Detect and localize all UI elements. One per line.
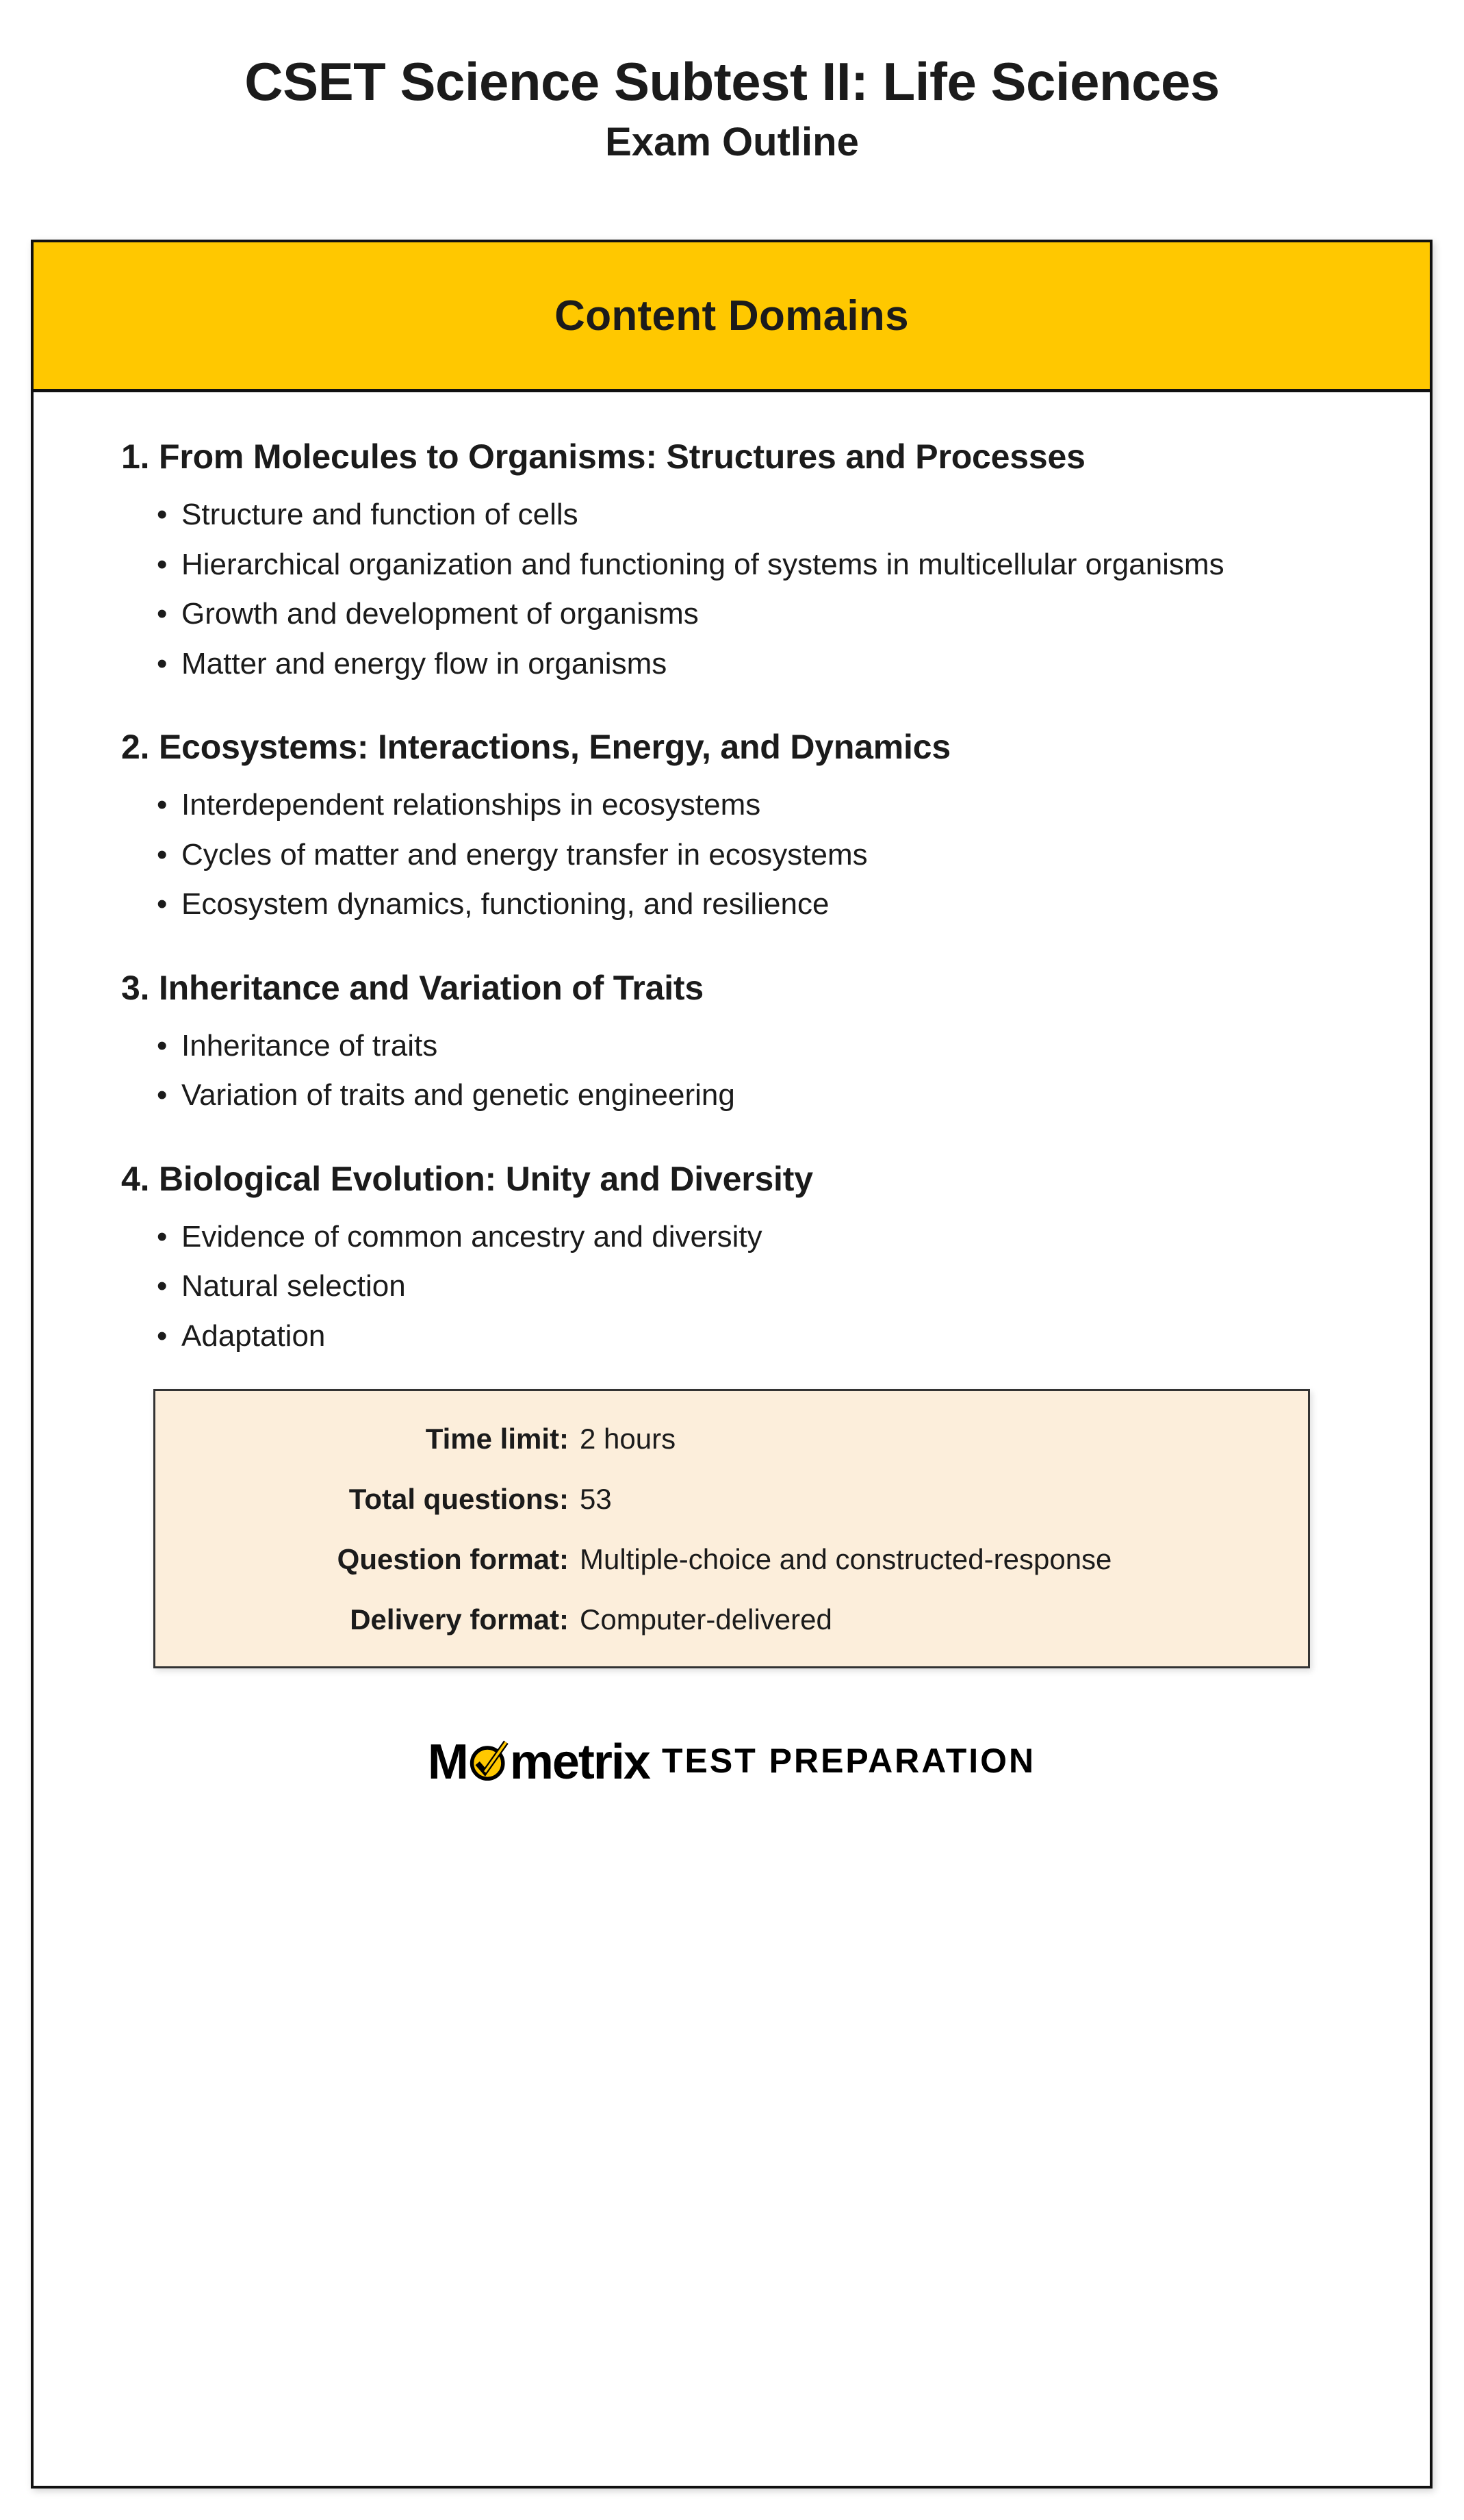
list-item bbox=[157, 1267, 1361, 1307]
exam-info-value: Multiple-choice and constructed-response bbox=[580, 1543, 1112, 1576]
logo-word-end: metrix bbox=[509, 1735, 650, 1790]
exam-info-row bbox=[155, 1483, 1308, 1516]
exam-info-value: 2 hours bbox=[580, 1423, 676, 1455]
brand-logo bbox=[34, 1734, 1430, 1790]
card-header bbox=[34, 242, 1430, 392]
list-item bbox=[157, 594, 1361, 635]
bullet-icon: • bbox=[157, 1078, 168, 1112]
content-domains-card bbox=[31, 240, 1433, 2489]
domain-section-3 bbox=[102, 967, 1361, 1116]
bullet-icon: • bbox=[157, 646, 168, 680]
domain-bullet-list bbox=[102, 1217, 1361, 1357]
domain-heading: 2. Ecosystems: Interactions, Energy, and Dynamics bbox=[121, 728, 951, 767]
list-item-label: Growth and development of organisms bbox=[181, 597, 699, 631]
logo-tagline: TEST PREPARATION bbox=[661, 1742, 1036, 1781]
page-title-block bbox=[0, 53, 1464, 164]
domain-section-2 bbox=[102, 726, 1361, 925]
exam-info-label: Delivery format: bbox=[350, 1603, 569, 1636]
bullet-icon: • bbox=[157, 597, 168, 631]
bullet-icon: • bbox=[157, 1319, 168, 1353]
page-subtitle: Exam Outline bbox=[605, 119, 859, 164]
domain-heading: 1. From Molecules to Organisms: Structures and Processes bbox=[121, 437, 1086, 476]
domain-bullet-list bbox=[102, 785, 1361, 925]
list-item-label: Variation of traits and genetic engineering bbox=[181, 1078, 735, 1112]
bullet-icon: • bbox=[157, 1219, 168, 1253]
list-item-label: Cycles of matter and energy transfer in ecosystems bbox=[181, 837, 868, 871]
list-item-label: Natural selection bbox=[181, 1269, 406, 1303]
list-item bbox=[157, 644, 1361, 685]
mometrix-wordmark bbox=[428, 1734, 650, 1790]
domain-bullet-list bbox=[102, 1026, 1361, 1116]
list-item bbox=[157, 785, 1361, 826]
page-title: CSET Science Subtest II: Life Sciences bbox=[244, 51, 1220, 112]
exam-info-label: Question format: bbox=[337, 1543, 569, 1576]
list-item bbox=[157, 884, 1361, 925]
card-header-title: Content Domains bbox=[554, 292, 909, 340]
list-item bbox=[157, 1316, 1361, 1357]
list-item-label: Interdependent relationships in ecosystems bbox=[181, 788, 761, 822]
list-item bbox=[157, 835, 1361, 876]
list-item-label: Structure and function of cells bbox=[181, 498, 578, 531]
exam-info-value: Computer-delivered bbox=[580, 1603, 832, 1636]
bullet-icon: • bbox=[157, 1028, 168, 1062]
bullet-icon: • bbox=[157, 887, 168, 921]
logo-word-start: M bbox=[427, 1735, 467, 1790]
domain-heading: 4. Biological Evolution: Unity and Diversity bbox=[121, 1159, 813, 1198]
list-item-label: Adaptation bbox=[181, 1319, 326, 1353]
list-item-label: Inheritance of traits bbox=[181, 1028, 438, 1062]
list-item bbox=[157, 1076, 1361, 1116]
bullet-icon: • bbox=[157, 837, 168, 871]
bullet-icon: • bbox=[157, 498, 168, 531]
exam-info-row bbox=[155, 1603, 1308, 1636]
domain-bullet-list bbox=[102, 495, 1361, 684]
circle-check-icon bbox=[469, 1741, 509, 1781]
domain-section-1 bbox=[102, 436, 1361, 684]
list-item bbox=[157, 1217, 1361, 1258]
exam-info-label: Time limit: bbox=[425, 1423, 569, 1455]
list-item bbox=[157, 495, 1361, 535]
domain-heading: 3. Inheritance and Variation of Traits bbox=[121, 968, 704, 1007]
list-item-label: Evidence of common ancestry and diversity bbox=[181, 1219, 762, 1253]
exam-info-label: Total questions: bbox=[348, 1483, 569, 1516]
bullet-icon: • bbox=[157, 547, 168, 581]
exam-info-value: 53 bbox=[580, 1483, 612, 1516]
bullet-icon: • bbox=[157, 1269, 168, 1303]
exam-info-row bbox=[155, 1543, 1308, 1576]
exam-info-box bbox=[153, 1389, 1310, 1668]
list-item bbox=[157, 1026, 1361, 1067]
domain-section-4 bbox=[102, 1158, 1361, 1357]
list-item-label: Matter and energy flow in organisms bbox=[181, 646, 667, 680]
list-item-label: Ecosystem dynamics, functioning, and resilience bbox=[181, 887, 830, 921]
card-body bbox=[34, 392, 1430, 1356]
list-item-label: Hierarchical organization and functioning of systems in multicellular organisms bbox=[181, 547, 1224, 581]
list-item bbox=[157, 545, 1361, 585]
bullet-icon: • bbox=[157, 788, 168, 822]
exam-info-wrap bbox=[34, 1356, 1430, 1668]
exam-info-row bbox=[155, 1423, 1308, 1455]
